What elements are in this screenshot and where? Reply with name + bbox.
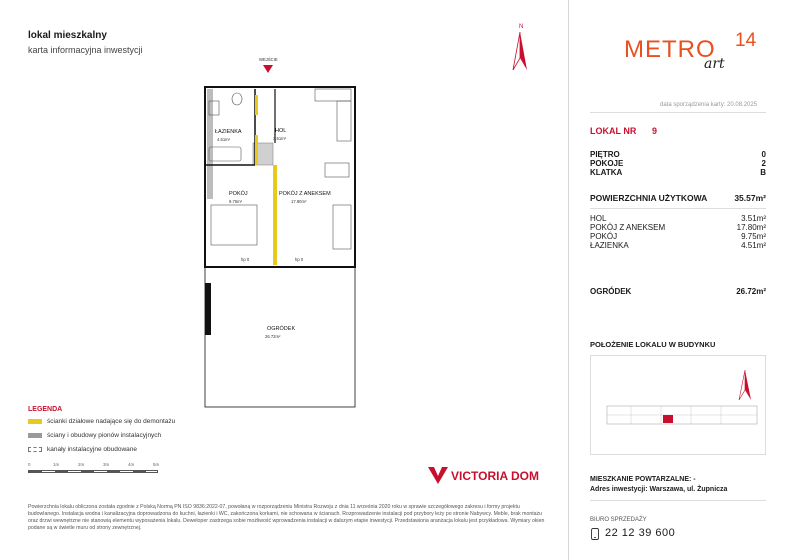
window-label-1: hp 0 — [241, 257, 250, 262]
phone-icon — [590, 528, 600, 540]
info-row-rooms: POKOJE 2 — [590, 159, 766, 168]
plan-label-bathroom: ŁAZIENKA — [215, 129, 242, 135]
legend-swatch-yellow — [28, 419, 42, 424]
legend-item-partitions: ścianki działowe nadające się do demontażu — [28, 418, 175, 425]
plan-area-bathroom: 4.51m² — [217, 137, 231, 142]
room-row-hol: HOL 3.51m² — [590, 214, 766, 223]
floor-plan — [195, 55, 370, 410]
lokal-label: LOKAL NR — [590, 126, 637, 136]
repeat-label: MIESZKANIE POWTARZALNE: - — [590, 476, 696, 483]
document-title: lokal mieszkalny — [28, 30, 107, 41]
room-row-bathroom: ŁAZIENKA 4.51m² — [590, 241, 766, 250]
plan-area-room: 9.75m² — [229, 199, 243, 204]
entrance-label: WEJŚCIE — [259, 57, 278, 62]
building-outline — [591, 356, 767, 456]
developer-logo — [427, 464, 567, 488]
footnote: Powierzchnia lokalu obliczona została zgodnie z Polską Normą PN ISO 9836:2022-07, powołaną w rozporządzeniu Ministra Rozwoju z dnia 11 września 2020 roku w sprawie szczegółowego zakresu i formy projektu budowlanego. Instalacja wodna i kanalizacyjna doprowadzona do kuchni, łazienki i WC, zakończona korkami, nie schowana w ścianach. Rozprowadzenie instalacji pod przybory leży po stronie Nabywcy. Meble, brak montażu oraz drzwi wewnętrzne nie stanowią elementu wyposażenia lokalu. Deweloper zastrzega sobie możliwość wprowadzenia instalacji w dalszym etapie inwestycji. Przedstawiona aranżacja lokalu jest przykładowa. Wymiary okien podane są w świetle muru od strony zewnętrznej. — [28, 504, 545, 531]
total-area-row: POWIERZCHNIA UŻYTKOWA 35.57m² — [590, 193, 766, 203]
lokal-number: 9 — [652, 126, 658, 136]
info-row-floor: PIĘTRO 0 — [590, 150, 766, 159]
developer-name: VICTORIA DOM — [451, 469, 540, 483]
document-subtitle: karta informacyjna inwestycji — [28, 45, 143, 55]
legend-item-walls: ściany i obudowy pionów instalacyjnych — [28, 432, 161, 439]
brand-metro: METRO — [624, 36, 716, 63]
plan-label-hol: HOL — [275, 128, 287, 134]
building-location-map — [590, 355, 766, 455]
scale-bar: 0 1m 2m 3m 4m 5m — [28, 462, 168, 476]
room-row-living: POKÓJ Z ANEKSEM 17.80m² — [590, 223, 766, 232]
plan-label-room: POKÓJ — [229, 191, 248, 197]
location-title: POŁOŻENIE LOKALU W BUDYNKU — [590, 340, 716, 349]
room-row-room: POKÓJ 9.75m² — [590, 232, 766, 241]
entrance-arrow-icon — [263, 65, 273, 73]
info-row-stairwell: KLATKA B — [590, 168, 766, 177]
north-label: N — [519, 24, 524, 30]
window-label-2: hp 0 — [295, 257, 304, 262]
date-label: data sporządzenia karty: 20.08.2025 — [660, 102, 758, 108]
address-label: Adres inwestycji: Warszawa, ul. Żupnicza — [590, 486, 728, 493]
brand-logo — [624, 30, 774, 96]
sales-label: BIURO SPRZEDAŻY — [590, 517, 647, 523]
victoria-dom-icon — [427, 464, 449, 486]
plan-label-living: POKÓJ Z ANEKSEM — [279, 191, 331, 197]
garden-row: OGRÓDEK 26.72m² — [590, 287, 766, 296]
sales-phone[interactable]: 22 12 39 600 — [605, 527, 676, 539]
north-arrow-icon — [505, 20, 535, 72]
brand-number: 14 — [735, 30, 757, 51]
unit-highlight — [663, 415, 673, 423]
brand-art: art — [704, 56, 725, 72]
plan-area-garden: 26.72m² — [265, 334, 281, 339]
legend-swatch-grey — [28, 433, 42, 438]
legend-item-ducts: kanały instalacyjne obudowane — [28, 446, 137, 453]
plan-area-hol: 3.51m² — [273, 136, 287, 141]
legend-swatch-dashed — [28, 447, 42, 452]
date-separator — [590, 112, 766, 113]
area-separator — [590, 208, 766, 209]
sales-separator — [590, 500, 766, 501]
plan-label-garden: OGRÓDEK — [267, 326, 296, 332]
plan-area-living: 17.80m² — [291, 199, 307, 204]
panel-divider — [568, 0, 569, 560]
legend-title: LEGENDA — [28, 406, 63, 413]
